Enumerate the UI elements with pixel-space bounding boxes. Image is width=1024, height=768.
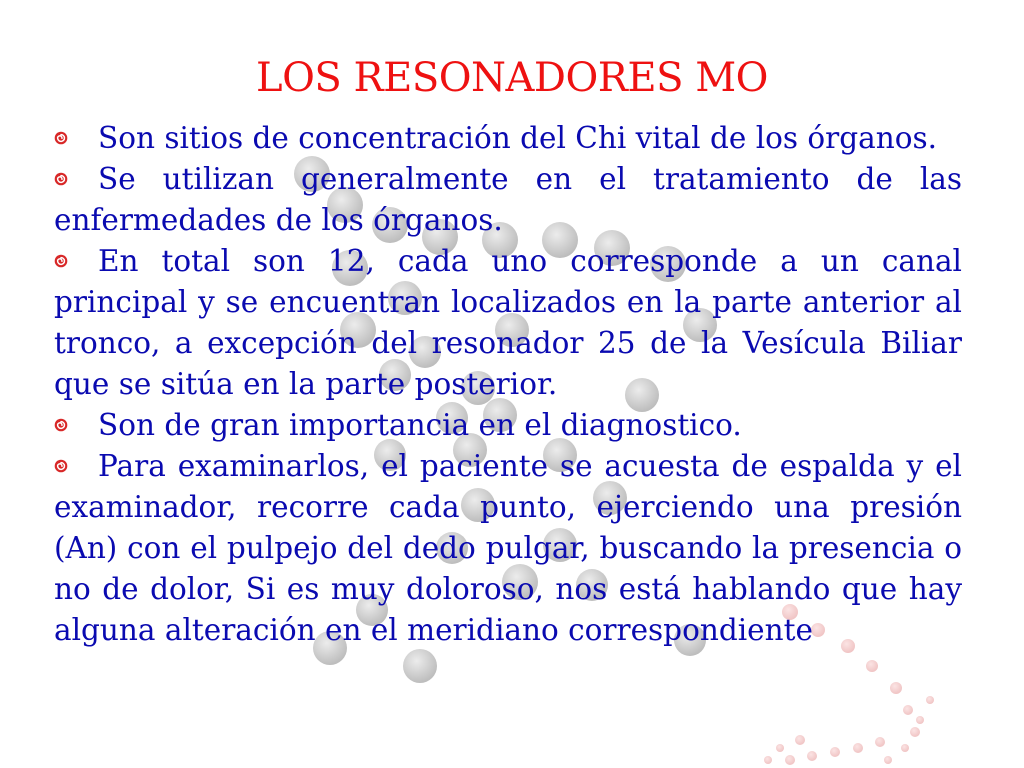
bullet-item-4 (54, 405, 962, 446)
decorative-pink-dot (916, 716, 924, 724)
decorative-dot (403, 649, 437, 683)
bullet-item-5 (54, 446, 962, 651)
red-swirl-icon (54, 172, 68, 186)
slide-title: LOS RESONADORES MO (256, 55, 768, 101)
bullet-text-2: Se utilizan generalmente en el tratamiento de las enfermedades de los órganos. (54, 162, 962, 237)
decorative-pink-dot (853, 743, 863, 753)
decorative-pink-dot (795, 735, 805, 745)
decorative-pink-dot (764, 756, 772, 764)
bullet-text-4: Son de gran importancia en el diagnostico. (98, 408, 742, 442)
decorative-pink-dot (776, 744, 784, 752)
decorative-pink-dot (875, 737, 885, 747)
decorative-pink-dot (884, 756, 892, 764)
bullet-list (54, 118, 962, 651)
red-swirl-icon (54, 254, 68, 268)
decorative-pink-dot (830, 747, 840, 757)
decorative-pink-dot (807, 751, 817, 761)
decorative-pink-dot (901, 744, 909, 752)
bullet-item-1 (54, 118, 962, 159)
decorative-pink-dot (926, 696, 934, 704)
bullet-text-3: En total son 12, cada uno corresponde a un canal principal y se encuentran localizados en la parte anterior al tronco, a excepción del resonador 25 de la Vesícula Biliar que se sitúa en la parte posterior. (54, 244, 962, 401)
bullet-text-5: Para examinarlos, el paciente se acuesta de espalda y el examinador, recorre cada punto, ejerciendo una presión (An) con el pulpejo del dedo pulgar, buscando la presencia o no de dolor, Si es muy doloroso, nos está hablando que hay alguna alteración en el meridiano correspondiente (54, 449, 962, 647)
red-swirl-icon (54, 459, 68, 473)
decorative-pink-dot (890, 682, 902, 694)
red-swirl-icon (54, 418, 68, 432)
decorative-pink-dot (785, 755, 795, 765)
bullet-text-1: Son sitios de concentración del Chi vital de los órganos. (98, 121, 938, 155)
decorative-pink-dot (910, 727, 920, 737)
bullet-item-2 (54, 159, 962, 241)
red-swirl-icon (54, 131, 68, 145)
decorative-pink-dot (903, 705, 913, 715)
bullet-item-3 (54, 241, 962, 405)
decorative-pink-dot (866, 660, 878, 672)
